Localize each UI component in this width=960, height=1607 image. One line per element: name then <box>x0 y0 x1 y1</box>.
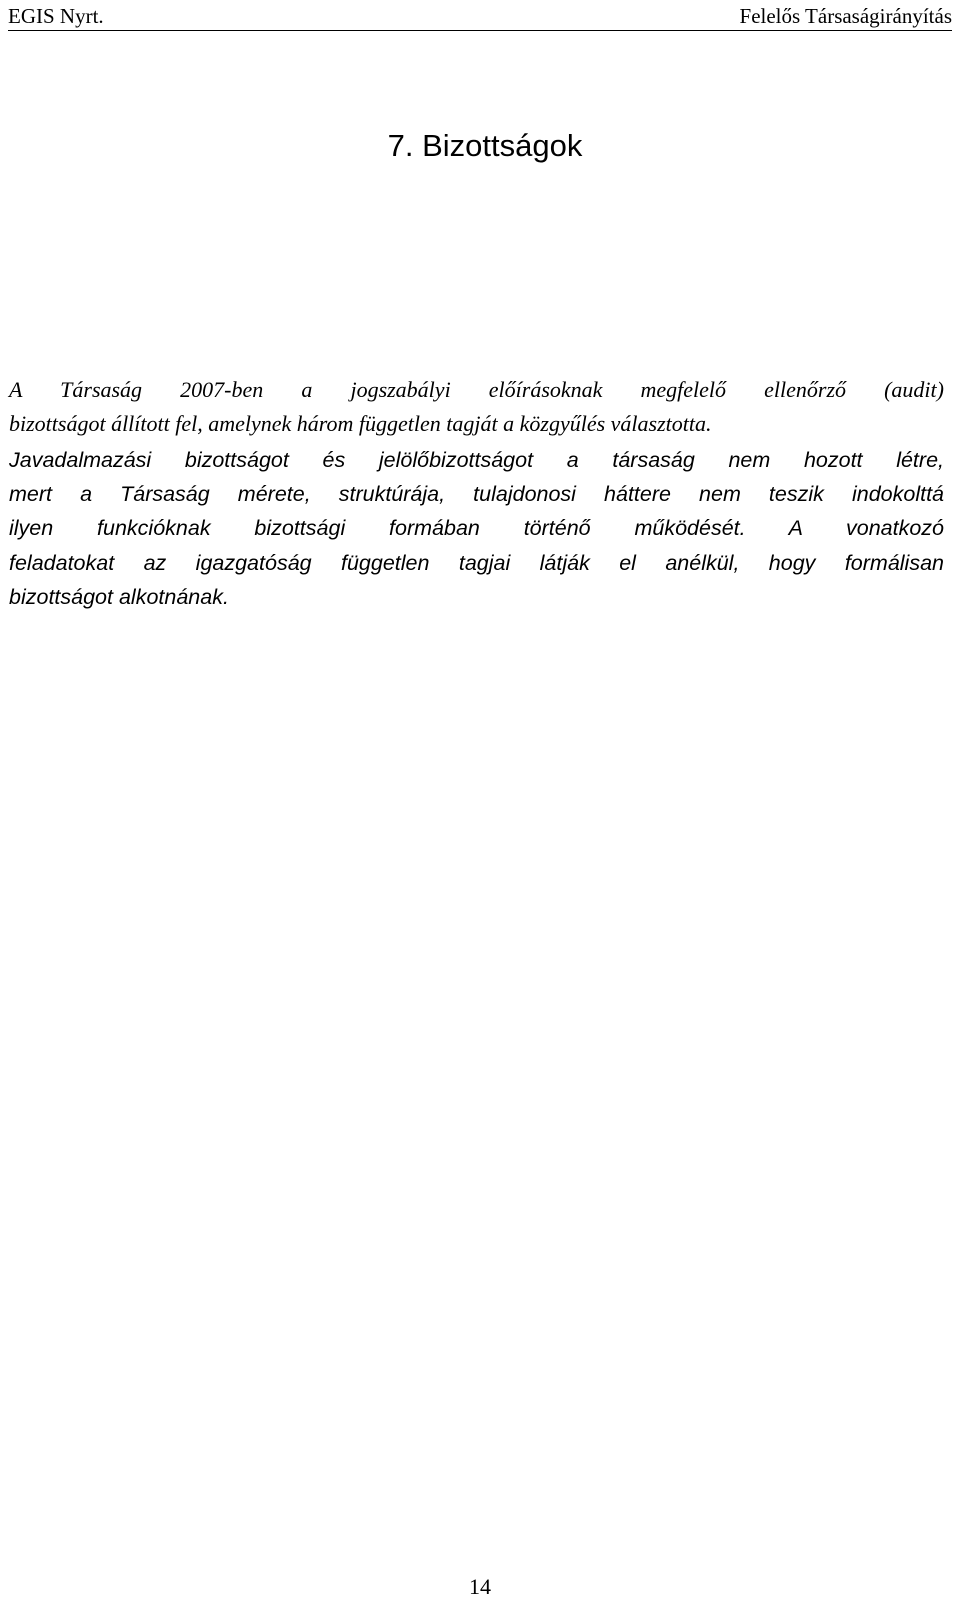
paragraph-line: feladatokat az igazgatóság független tagjai látják el anélkül, hogy formálisan <box>9 550 944 575</box>
paragraph-line: bizottságot állított fel, amelynek három független tagját a közgyűlés választotta. <box>9 411 712 437</box>
header-company-name: EGIS Nyrt. <box>8 4 104 28</box>
page-number: 14 <box>469 1574 491 1599</box>
header-document-title: Felelős Társaságirányítás <box>739 4 952 28</box>
paragraph-line: A Társaság 2007-ben a jogszabályi előírásoknak megfelelő ellenőrző (audit) <box>9 377 944 402</box>
paragraph-audit-committee <box>9 373 944 441</box>
paragraph-line: Javadalmazási bizottságot és jelölőbizottságot a társaság nem hozott létre, <box>9 448 944 472</box>
paragraph-other-committees <box>9 443 944 614</box>
paragraph-line: bizottságot alkotnának. <box>9 584 229 609</box>
page-header <box>8 2 952 31</box>
paragraph-line: mert a Társaság mérete, struktúrája, tulajdonosi háttere nem teszik indokolttá <box>9 482 944 507</box>
paragraph-line: ilyen funkcióknak bizottsági formában történő működését. A vonatkozó <box>9 516 944 541</box>
section-title: 7. Bizottságok <box>387 128 583 163</box>
